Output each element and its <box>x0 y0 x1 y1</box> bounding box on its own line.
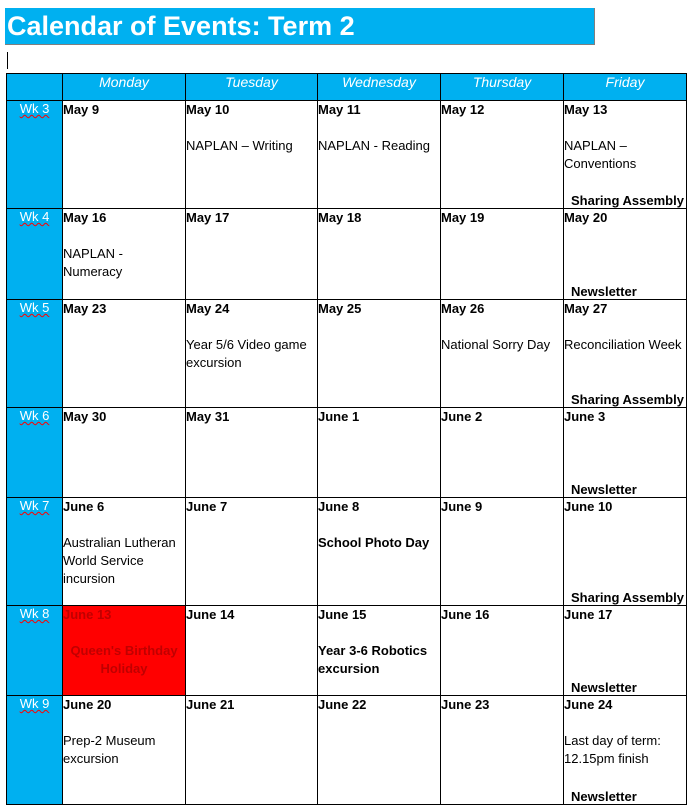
day-date: May 20 <box>564 210 608 225</box>
cell-footer-note: Sharing Assembly <box>571 392 684 407</box>
day-cell <box>63 209 186 300</box>
event-text: Australian Lutheran World Service incursion <box>63 535 176 586</box>
day-cell <box>186 300 318 408</box>
header-corner <box>7 74 63 101</box>
event-text: Queen's Birthday Holiday <box>70 643 178 676</box>
day-date: May 13 <box>564 102 608 117</box>
text-cursor <box>7 52 8 69</box>
day-cell <box>564 408 687 498</box>
week-label: Wk 3 <box>19 101 50 116</box>
day-cell <box>318 606 441 696</box>
day-cell <box>63 498 186 606</box>
day-cell <box>441 696 564 805</box>
week-row <box>7 408 687 498</box>
day-date: May 18 <box>318 210 362 225</box>
day-cell <box>564 209 687 300</box>
calendar-table <box>6 73 687 805</box>
day-date: June 16 <box>441 607 490 622</box>
week-label-cell <box>7 696 63 805</box>
day-date: May 24 <box>186 301 230 316</box>
event-text: Reconciliation Week <box>564 337 682 352</box>
day-cell <box>564 101 687 209</box>
day-cell <box>318 101 441 209</box>
day-cell <box>186 101 318 209</box>
week-label-cell <box>7 300 63 408</box>
cell-footer-note: Newsletter <box>571 284 637 299</box>
event-text: National Sorry Day <box>441 337 551 352</box>
page-title: Calendar of Events: Term 2 <box>5 8 595 45</box>
day-cell <box>318 300 441 408</box>
day-cell <box>441 408 564 498</box>
day-date: June 21 <box>186 697 235 712</box>
week-label: Wk 8 <box>19 606 50 621</box>
day-date: May 17 <box>186 210 230 225</box>
week-label-cell <box>7 606 63 696</box>
day-date: June 7 <box>186 499 228 514</box>
day-date: June 23 <box>441 697 490 712</box>
day-date: May 9 <box>63 102 100 117</box>
week-label-cell <box>7 408 63 498</box>
event-text: NAPLAN – Conventions <box>564 138 637 171</box>
day-date: June 9 <box>441 499 483 514</box>
week-label: Wk 7 <box>19 498 50 513</box>
day-cell <box>318 209 441 300</box>
day-cell <box>564 300 687 408</box>
week-label: Wk 5 <box>19 300 50 315</box>
week-label-cell <box>7 498 63 606</box>
day-date: June 2 <box>441 409 483 424</box>
cell-footer-note: Newsletter <box>571 680 637 695</box>
day-date: May 19 <box>441 210 485 225</box>
day-date: June 15 <box>318 607 367 622</box>
day-date: June 24 <box>564 697 613 712</box>
week-row <box>7 300 687 408</box>
event-text: NAPLAN - Reading <box>318 138 430 153</box>
week-label: Wk 4 <box>19 209 50 224</box>
day-date: May 31 <box>186 409 230 424</box>
day-date: June 22 <box>318 697 367 712</box>
event-text: Year 5/6 Video game excursion <box>186 337 307 370</box>
cell-footer-note: Newsletter <box>571 789 637 804</box>
day-date: May 10 <box>186 102 230 117</box>
week-label-cell <box>7 101 63 209</box>
event-text: Year 3-6 Robotics excursion <box>318 643 428 676</box>
day-date: May 12 <box>441 102 485 117</box>
day-header-tuesday: Tuesday <box>186 74 318 101</box>
event-text: NAPLAN – Writing <box>186 138 293 153</box>
day-cell <box>186 408 318 498</box>
day-date: May 26 <box>441 301 485 316</box>
day-cell <box>564 498 687 606</box>
week-row <box>7 696 687 805</box>
day-cell <box>318 696 441 805</box>
cell-footer-note: Newsletter <box>571 482 637 497</box>
week-row <box>7 498 687 606</box>
week-label-cell <box>7 209 63 300</box>
day-cell <box>63 408 186 498</box>
day-cell <box>564 606 687 696</box>
day-header-friday: Friday <box>564 74 687 101</box>
day-date: June 17 <box>564 607 613 622</box>
day-header-row <box>7 74 687 101</box>
day-cell <box>441 606 564 696</box>
day-cell <box>441 101 564 209</box>
day-cell <box>186 209 318 300</box>
day-cell <box>63 300 186 408</box>
day-header-wednesday: Wednesday <box>318 74 441 101</box>
week-label: Wk 9 <box>19 696 50 711</box>
day-cell <box>186 606 318 696</box>
holiday-cell <box>63 606 186 696</box>
cell-footer-note: Sharing Assembly <box>571 193 684 208</box>
day-cell <box>441 209 564 300</box>
day-date: June 8 <box>318 499 360 514</box>
event-text: NAPLAN - Numeracy <box>63 246 123 279</box>
week-row <box>7 101 687 209</box>
day-cell <box>63 696 186 805</box>
day-cell <box>63 101 186 209</box>
event-text: Prep-2 Museum excursion <box>63 733 156 766</box>
day-date: June 6 <box>63 499 105 514</box>
event-text: Last day of term: 12.15pm finish <box>564 733 661 766</box>
day-header-monday: Monday <box>63 74 186 101</box>
day-date: May 30 <box>63 409 107 424</box>
week-row <box>7 209 687 300</box>
day-date: June 10 <box>564 499 613 514</box>
week-row <box>7 606 687 696</box>
day-cell <box>441 300 564 408</box>
day-date: May 16 <box>63 210 107 225</box>
day-header-thursday: Thursday <box>441 74 564 101</box>
event-text: School Photo Day <box>318 535 430 550</box>
day-date: June 20 <box>63 697 112 712</box>
day-cell <box>441 498 564 606</box>
day-cell <box>318 408 441 498</box>
day-date: June 1 <box>318 409 360 424</box>
day-date: June 3 <box>564 409 606 424</box>
week-label: Wk 6 <box>19 408 50 423</box>
day-cell <box>186 696 318 805</box>
day-cell <box>186 498 318 606</box>
day-date: June 14 <box>186 607 235 622</box>
day-date: May 23 <box>63 301 107 316</box>
day-cell <box>318 498 441 606</box>
day-date: June 13 <box>63 607 112 622</box>
cell-footer-note: Sharing Assembly <box>571 590 684 605</box>
day-date: May 27 <box>564 301 608 316</box>
day-date: May 11 <box>318 102 361 117</box>
day-cell <box>564 696 687 805</box>
day-date: May 25 <box>318 301 362 316</box>
